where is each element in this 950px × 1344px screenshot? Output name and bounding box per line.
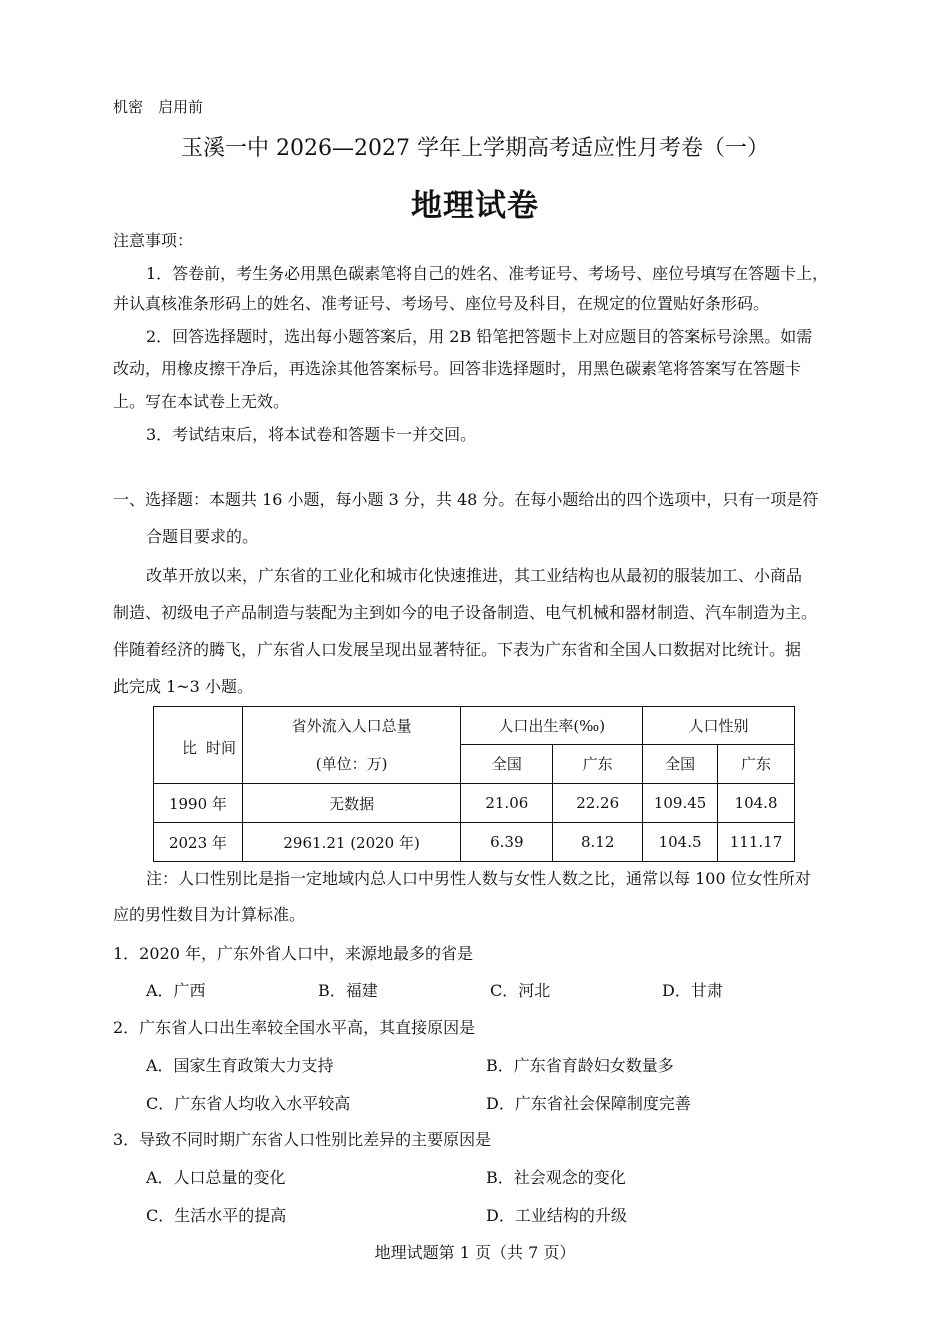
passage-line-4: 此完成 1~3 小题。 bbox=[113, 677, 253, 696]
notice-item-1-line-1: 1．答卷前，考生务必用黑色碳素笔将自己的姓名、准考证号、考场号、座位号填写在答题卡上， bbox=[146, 264, 829, 283]
table-corner-cell bbox=[154, 707, 243, 784]
page-footer: 地理试题第 1 页（共 7 页） bbox=[374, 1243, 576, 1262]
cell-birth-nation: 21.06 bbox=[461, 784, 553, 823]
question-1-option-a: A．广西 bbox=[146, 981, 206, 1000]
passage-line-3: 伴随着经济的腾飞，广东省人口发展呈现出显著特征。下表为广东省和全国人口数据对比统计。据 bbox=[113, 640, 802, 659]
header-sex-guangdong: 广东 bbox=[718, 744, 795, 783]
passage-line-2: 制造、初级电子产品制造与装配为主到如今的电子设备制造、电气机械和器材制造、汽车制造为主。 bbox=[113, 603, 818, 622]
question-1-option-b: B．福建 bbox=[318, 981, 378, 1000]
notice-heading: 注意事项： bbox=[113, 231, 194, 250]
cell-year: 2023 年 bbox=[154, 823, 243, 862]
cell-birth-nation: 6.39 bbox=[461, 823, 553, 862]
cell-sex-nation: 104.5 bbox=[643, 823, 718, 862]
corner-label-left: 比 bbox=[182, 739, 198, 757]
notice-item-1-line-2: 并认真核准条形码上的姓名、准考证号、考场号、座位号及科目，在规定的位置贴好条形码。 bbox=[113, 294, 770, 313]
header-birth-nation: 全国 bbox=[461, 744, 553, 783]
header-sex-nation: 全国 bbox=[643, 744, 718, 783]
question-3-option-d: D．工业结构的升级 bbox=[486, 1206, 627, 1225]
question-1-option-c: C．河北 bbox=[490, 981, 551, 1000]
header-birth-guangdong: 广东 bbox=[553, 744, 643, 783]
cell-birth-guangdong: 22.26 bbox=[553, 784, 643, 823]
header-birth-rate: 人口出生率(‰) bbox=[461, 707, 643, 745]
section-heading-line-2: 合题目要求的。 bbox=[146, 527, 259, 546]
question-3-option-a: A．人口总量的变化 bbox=[146, 1168, 286, 1187]
cell-inflow: 无数据 bbox=[242, 784, 461, 823]
question-2-option-b: B．广东省育龄妇女数量多 bbox=[486, 1056, 674, 1075]
header-inflow-line-2: (单位：万) bbox=[315, 755, 388, 773]
question-2-option-a: A．国家生育政策大力支持 bbox=[146, 1056, 334, 1075]
notice-item-2-line-2: 改动，用橡皮擦干净后，再选涂其他答案标号。回答非选择题时，用黑色碳素笔将答案写在答题卡 bbox=[113, 359, 802, 378]
question-2-option-d: D．广东省社会保障制度完善 bbox=[486, 1094, 691, 1113]
question-2-stem: 2．广东省人口出生率较全国水平高，其直接原因是 bbox=[113, 1018, 476, 1037]
question-3-option-b: B．社会观念的变化 bbox=[486, 1168, 626, 1187]
question-3-stem: 3．导致不同时期广东省人口性别比差异的主要原因是 bbox=[113, 1130, 492, 1149]
question-1-stem: 1．2020 年，广东外省人口中，来源地最多的省是 bbox=[113, 944, 473, 963]
question-2-option-c: C．广东省人均收入水平较高 bbox=[146, 1094, 351, 1113]
table-row bbox=[154, 784, 795, 823]
corner-label-right: 时间 bbox=[206, 739, 237, 757]
cell-inflow: 2961.21 (2020 年) bbox=[242, 823, 461, 862]
population-table bbox=[153, 706, 795, 862]
table-note-line-2: 应的男性数目为计算标准。 bbox=[113, 905, 306, 924]
notice-item-2-line-3: 上。写在本试卷上无效。 bbox=[113, 392, 290, 411]
section-heading-line-1: 一、选择题：本题共 16 小题，每小题 3 分，共 48 分。在每小题给出的四个选项中，只有一项是符 bbox=[113, 490, 819, 509]
subject-title: 地理试卷 bbox=[411, 188, 539, 224]
notice-item-3: 3．考试结束后，将本试卷和答题卡一并交回。 bbox=[146, 425, 477, 444]
cell-year: 1990 年 bbox=[154, 784, 243, 823]
header-inflow bbox=[242, 707, 461, 784]
notice-item-2-line-1: 2．回答选择题时，选出每小题答案后，用 2B 铅笔把答题卡上对应题目的答案标号涂黑。如需 bbox=[146, 327, 813, 346]
cell-sex-guangdong: 111.17 bbox=[718, 823, 795, 862]
passage-line-1: 改革开放以来，广东省的工业化和城市化快速推进，其工业结构也从最初的服装加工、小商品 bbox=[146, 566, 803, 585]
question-3-option-c: C．生活水平的提高 bbox=[146, 1206, 287, 1225]
cell-sex-guangdong: 104.8 bbox=[718, 784, 795, 823]
cell-birth-guangdong: 8.12 bbox=[553, 823, 643, 862]
header-inflow-line-1: 省外流入人口总量 bbox=[291, 717, 412, 735]
cell-sex-nation: 109.45 bbox=[643, 784, 718, 823]
question-1-option-d: D．甘肃 bbox=[662, 981, 723, 1000]
table-note-line-1: 注：人口性别比是指一定地域内总人口中男性人数与女性人数之比，通常以每 100 位女性所对 bbox=[146, 869, 811, 888]
exam-title: 玉溪一中 2026—2027 学年上学期高考适应性月考卷（一） bbox=[181, 136, 769, 161]
secret-label: 机密 启用前 bbox=[113, 98, 204, 116]
table-row bbox=[154, 823, 795, 862]
header-sex-ratio: 人口性别 bbox=[643, 707, 795, 745]
